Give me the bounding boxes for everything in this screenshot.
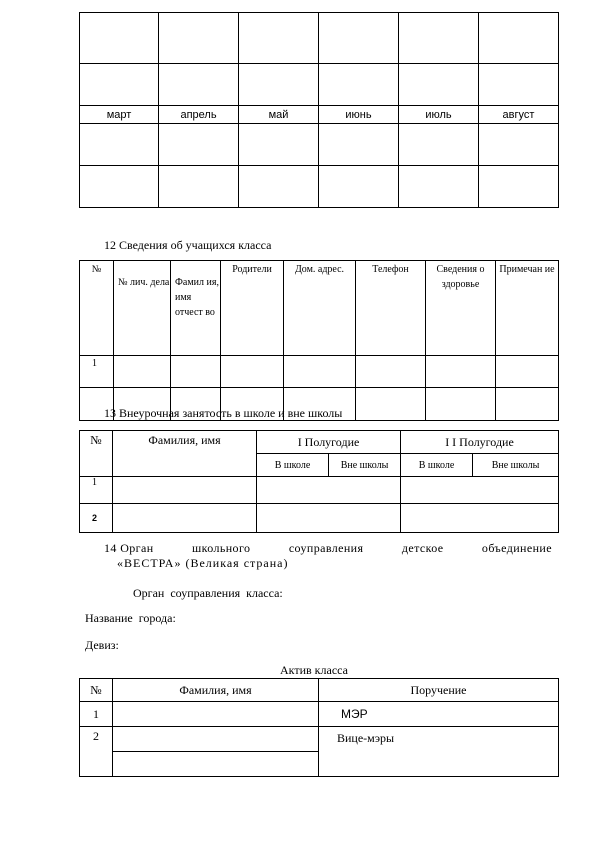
table-row [80, 166, 559, 208]
col-file-no: № лич. дела [114, 261, 171, 356]
months-table [79, 12, 559, 208]
row-number: 1 [80, 702, 113, 727]
month-cell: июль [399, 106, 479, 124]
col-half-2: I I Полугодие [401, 431, 559, 454]
task-cell: Вице-мэры [319, 727, 559, 777]
col-in-school: В школе [401, 454, 473, 477]
activists-header-row [80, 679, 559, 702]
col-num: № [80, 431, 113, 477]
section-14-heading: 14 Орган школьного соуправления детское объединение «ВЕСТРА» (Великая страна) [104, 541, 552, 570]
city-label: Название города: [85, 611, 176, 625]
table-row [80, 477, 559, 504]
col-parents: Родители [221, 261, 284, 356]
col-in-school: В школе [257, 454, 329, 477]
motto-label: Девиз: [85, 638, 119, 652]
col-name: Фамилия, имя [113, 431, 257, 477]
col-name: Фамилия, имя [113, 679, 319, 702]
col-num: № [80, 261, 114, 356]
task-cell: МЭР [319, 702, 559, 727]
col-task: Поручение [319, 679, 559, 702]
activists-title: Актив класса [280, 663, 348, 677]
col-out-school: Вне школы [473, 454, 559, 477]
extra-header-row [80, 431, 559, 454]
section-12-heading: 12 Сведения об учащихся класса [104, 238, 272, 252]
table-row [80, 504, 559, 533]
col-half-1: I Полугодие [257, 431, 401, 454]
month-cell: июнь [319, 106, 399, 124]
month-cell: март [80, 106, 159, 124]
table-row [80, 727, 559, 752]
month-cell: май [239, 106, 319, 124]
table-row [80, 13, 559, 64]
col-fullname: Фамил ия, имя отчест во [171, 261, 221, 356]
table-row [80, 64, 559, 106]
col-num: № [80, 679, 113, 702]
months-header-row [80, 106, 559, 124]
extracurricular-table [79, 430, 559, 533]
organ-label: Орган соуправления класса: [133, 586, 283, 600]
col-out-school: Вне школы [329, 454, 401, 477]
col-address: Дом. адрес. [284, 261, 356, 356]
col-notes: Примечан ие [496, 261, 559, 356]
table-row [80, 124, 559, 166]
students-table [79, 260, 559, 421]
table-row [80, 356, 559, 388]
col-phone: Телефон [356, 261, 426, 356]
month-cell: август [479, 106, 559, 124]
section-13-heading: 13 Внеурочная занятость в школе и вне школы [104, 406, 343, 420]
col-health: Сведения о здоровье [426, 261, 496, 356]
activists-table [79, 678, 559, 777]
table-row [80, 702, 559, 727]
month-cell: апрель [159, 106, 239, 124]
row-number: 1 [80, 356, 114, 388]
students-header-row [80, 261, 559, 356]
row-number: 2 [80, 504, 113, 533]
row-number: 1 [80, 477, 113, 504]
row-number: 2 [80, 727, 113, 777]
